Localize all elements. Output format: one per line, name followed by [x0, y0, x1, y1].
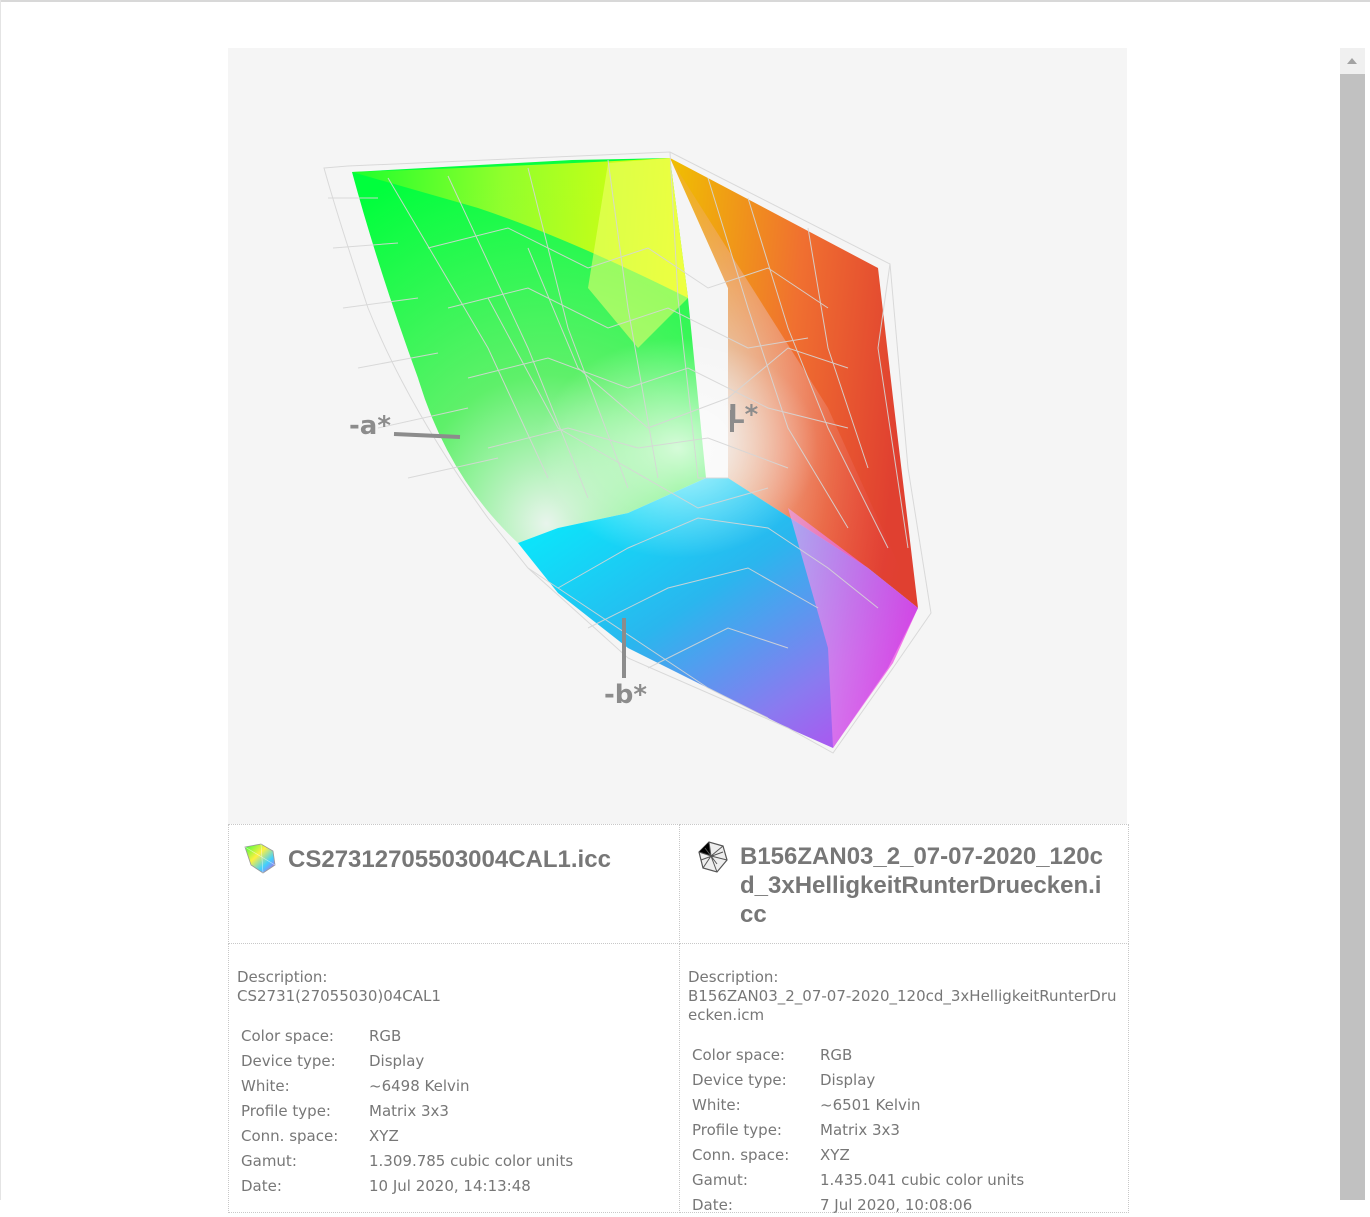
window-left-border — [0, 0, 1, 1200]
property-row — [692, 1192, 1024, 1217]
profile-1-details — [228, 943, 680, 1213]
wireframe-icon — [695, 840, 729, 874]
gamut-surfaces — [352, 158, 918, 748]
property-value: 10 Jul 2020, 14:13:48 — [369, 1176, 531, 1195]
description-value: B156ZAN03_2_07-07-2020_120cd_3xHelligkeitRunterDruecken.icm — [688, 987, 1117, 1024]
neg-b-axis-label: -b* — [604, 680, 647, 710]
property-value: XYZ — [369, 1126, 399, 1145]
property-key: White: — [241, 1076, 290, 1095]
property-value: XYZ — [820, 1145, 850, 1164]
vertical-scrollbar[interactable] — [1340, 48, 1365, 1200]
property-key: Profile type: — [241, 1101, 331, 1120]
description-value: CS2731(27055030)04CAL1 — [237, 987, 441, 1005]
scroll-up-arrow-icon[interactable] — [1340, 48, 1365, 74]
property-value: Matrix 3x3 — [369, 1101, 449, 1120]
gamut-3d-viewer[interactable] — [228, 48, 1127, 824]
property-value: RGB — [369, 1026, 402, 1045]
property-value: Display — [369, 1051, 425, 1070]
l-axis-label: L* — [728, 400, 759, 430]
profile-1-header — [228, 824, 680, 944]
profile-comparison-table — [228, 824, 1129, 1214]
property-key: Gamut: — [692, 1170, 748, 1189]
property-key: Conn. space: — [241, 1126, 339, 1145]
property-value: Matrix 3x3 — [820, 1120, 900, 1139]
property-row — [241, 1073, 573, 1098]
property-row — [692, 1167, 1024, 1192]
property-row — [241, 1098, 573, 1123]
profile-1-properties — [241, 1023, 573, 1198]
property-key: Color space: — [241, 1026, 334, 1045]
property-row — [692, 1042, 1024, 1067]
property-key: Device type: — [241, 1051, 336, 1070]
property-key: White: — [692, 1095, 741, 1114]
description-label: Description: — [237, 968, 328, 986]
property-row — [692, 1092, 1024, 1117]
property-row — [241, 1123, 573, 1148]
profile-2-details — [679, 943, 1129, 1213]
property-row — [241, 1173, 573, 1198]
property-key: Date: — [692, 1195, 733, 1214]
property-value: 7 Jul 2020, 10:08:06 — [820, 1195, 973, 1214]
property-value: RGB — [820, 1045, 853, 1064]
property-row — [692, 1117, 1024, 1142]
property-row — [692, 1142, 1024, 1167]
property-value: Display — [820, 1070, 876, 1089]
property-value: ~6501 Kelvin — [820, 1095, 921, 1114]
profile-1-filename: CS27312705503004CAL1.icc — [288, 846, 611, 873]
property-row — [241, 1148, 573, 1173]
neg-a-axis-label: -a* — [349, 411, 391, 441]
property-row — [241, 1048, 573, 1073]
gamut-icon — [243, 841, 277, 875]
description-label: Description: — [688, 968, 779, 986]
profile-2-header — [679, 824, 1129, 944]
property-key: Gamut: — [241, 1151, 297, 1170]
property-key: Date: — [241, 1176, 282, 1195]
property-key: Conn. space: — [692, 1145, 790, 1164]
scrollbar-thumb[interactable] — [1340, 74, 1365, 1200]
property-key: Profile type: — [692, 1120, 782, 1139]
gamut-volume-svg[interactable] — [228, 48, 1127, 824]
window-top-border — [0, 0, 1370, 2]
property-row — [692, 1067, 1024, 1092]
property-key: Color space: — [692, 1045, 785, 1064]
property-row — [241, 1023, 573, 1048]
profile-2-filename: B156ZAN03_2_07-07-2020_120cd_3xHelligkeitRunterDruecken.icc — [740, 843, 1103, 928]
property-value: 1.309.785 cubic color units — [369, 1151, 574, 1170]
profile-2-properties — [692, 1042, 1024, 1217]
property-value: ~6498 Kelvin — [369, 1076, 470, 1095]
property-key: Device type: — [692, 1070, 787, 1089]
property-value: 1.435.041 cubic color units — [820, 1170, 1025, 1189]
